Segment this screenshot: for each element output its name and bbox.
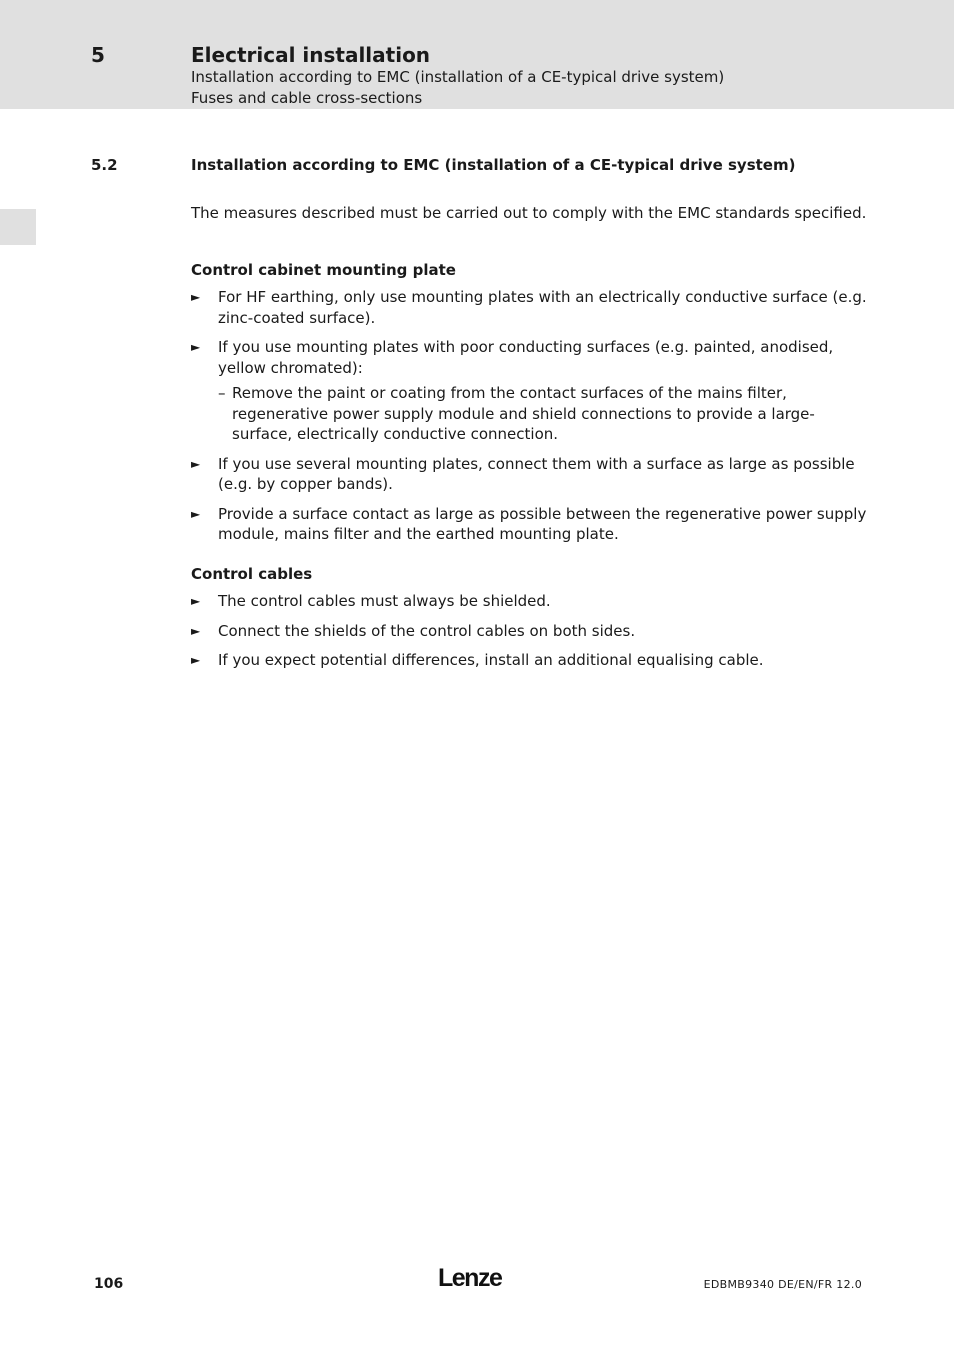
list-item	[191, 650, 871, 671]
sub-list-item	[218, 383, 871, 445]
header-band	[0, 0, 954, 109]
arrow-bullet-icon: ►	[191, 653, 201, 667]
group-heading: Control cabinet mounting plate	[191, 260, 456, 279]
list-item-text: If you use mounting plates with poor conducting surfaces (e.g. painted, anodised, yellow chromated):	[218, 338, 834, 377]
bullet-list	[191, 591, 871, 671]
group-heading: Control cables	[191, 564, 313, 583]
list-item-text: For HF earthing, only use mounting plates with an electrically conductive surface (e.g. zinc-coated surface).	[218, 288, 867, 327]
arrow-bullet-icon: ►	[191, 456, 201, 471]
header-subline: Fuses and cable cross-sections	[191, 89, 423, 107]
document-code: EDBMB9340 DE/EN/FR 12.0	[703, 1278, 862, 1291]
dash-bullet-icon: –	[218, 384, 226, 402]
content-body	[191, 203, 871, 680]
arrow-bullet-icon: ►	[191, 290, 201, 304]
list-item-text: The control cables must always be shielded.	[218, 592, 551, 610]
section-number: 5.2	[91, 156, 118, 174]
list-item	[191, 591, 871, 612]
list-item-text: Connect the shields of the control cables on both sides.	[218, 621, 636, 640]
list-item-text: If you use several mounting plates, connect them with a surface as large as possible (e.g. by copper bands).	[218, 454, 855, 493]
arrow-bullet-icon: ►	[191, 623, 201, 638]
page-number: 106	[94, 1276, 124, 1292]
sub-list-item-text: Remove the paint or coating from the contact surfaces of the mains filter, regenerative power supply module and shield connections to provide a large-surface, electrically conductive connection.	[232, 384, 815, 443]
list-item	[191, 504, 871, 545]
list-item	[191, 337, 871, 445]
header-subline: Installation according to EMC (installation of a CE-typical drive system)	[191, 68, 725, 86]
arrow-bullet-icon: ►	[191, 506, 201, 521]
arrow-bullet-icon: ►	[191, 340, 201, 354]
chapter-number: 5	[91, 43, 105, 67]
list-item	[191, 621, 871, 642]
spacer	[191, 554, 871, 564]
list-item-text: Provide a surface contact as large as possible between the regenerative power supply module, mains filter and the earthed mounting plate.	[218, 504, 867, 543]
list-item	[191, 454, 871, 495]
chapter-title: Electrical installation	[191, 43, 431, 67]
intro-paragraph: The measures described must be carried out to comply with the EMC standards specified.	[191, 204, 867, 222]
list-item	[191, 287, 871, 328]
arrow-bullet-icon: ►	[191, 594, 201, 608]
list-item-text: If you expect potential differences, install an additional equalising cable.	[218, 651, 764, 669]
side-tab-marker	[0, 209, 36, 245]
lenze-logo: Lenze	[438, 1264, 502, 1292]
section-title: Installation according to EMC (installation of a CE-typical drive system)	[191, 156, 796, 174]
bullet-list	[191, 287, 871, 545]
